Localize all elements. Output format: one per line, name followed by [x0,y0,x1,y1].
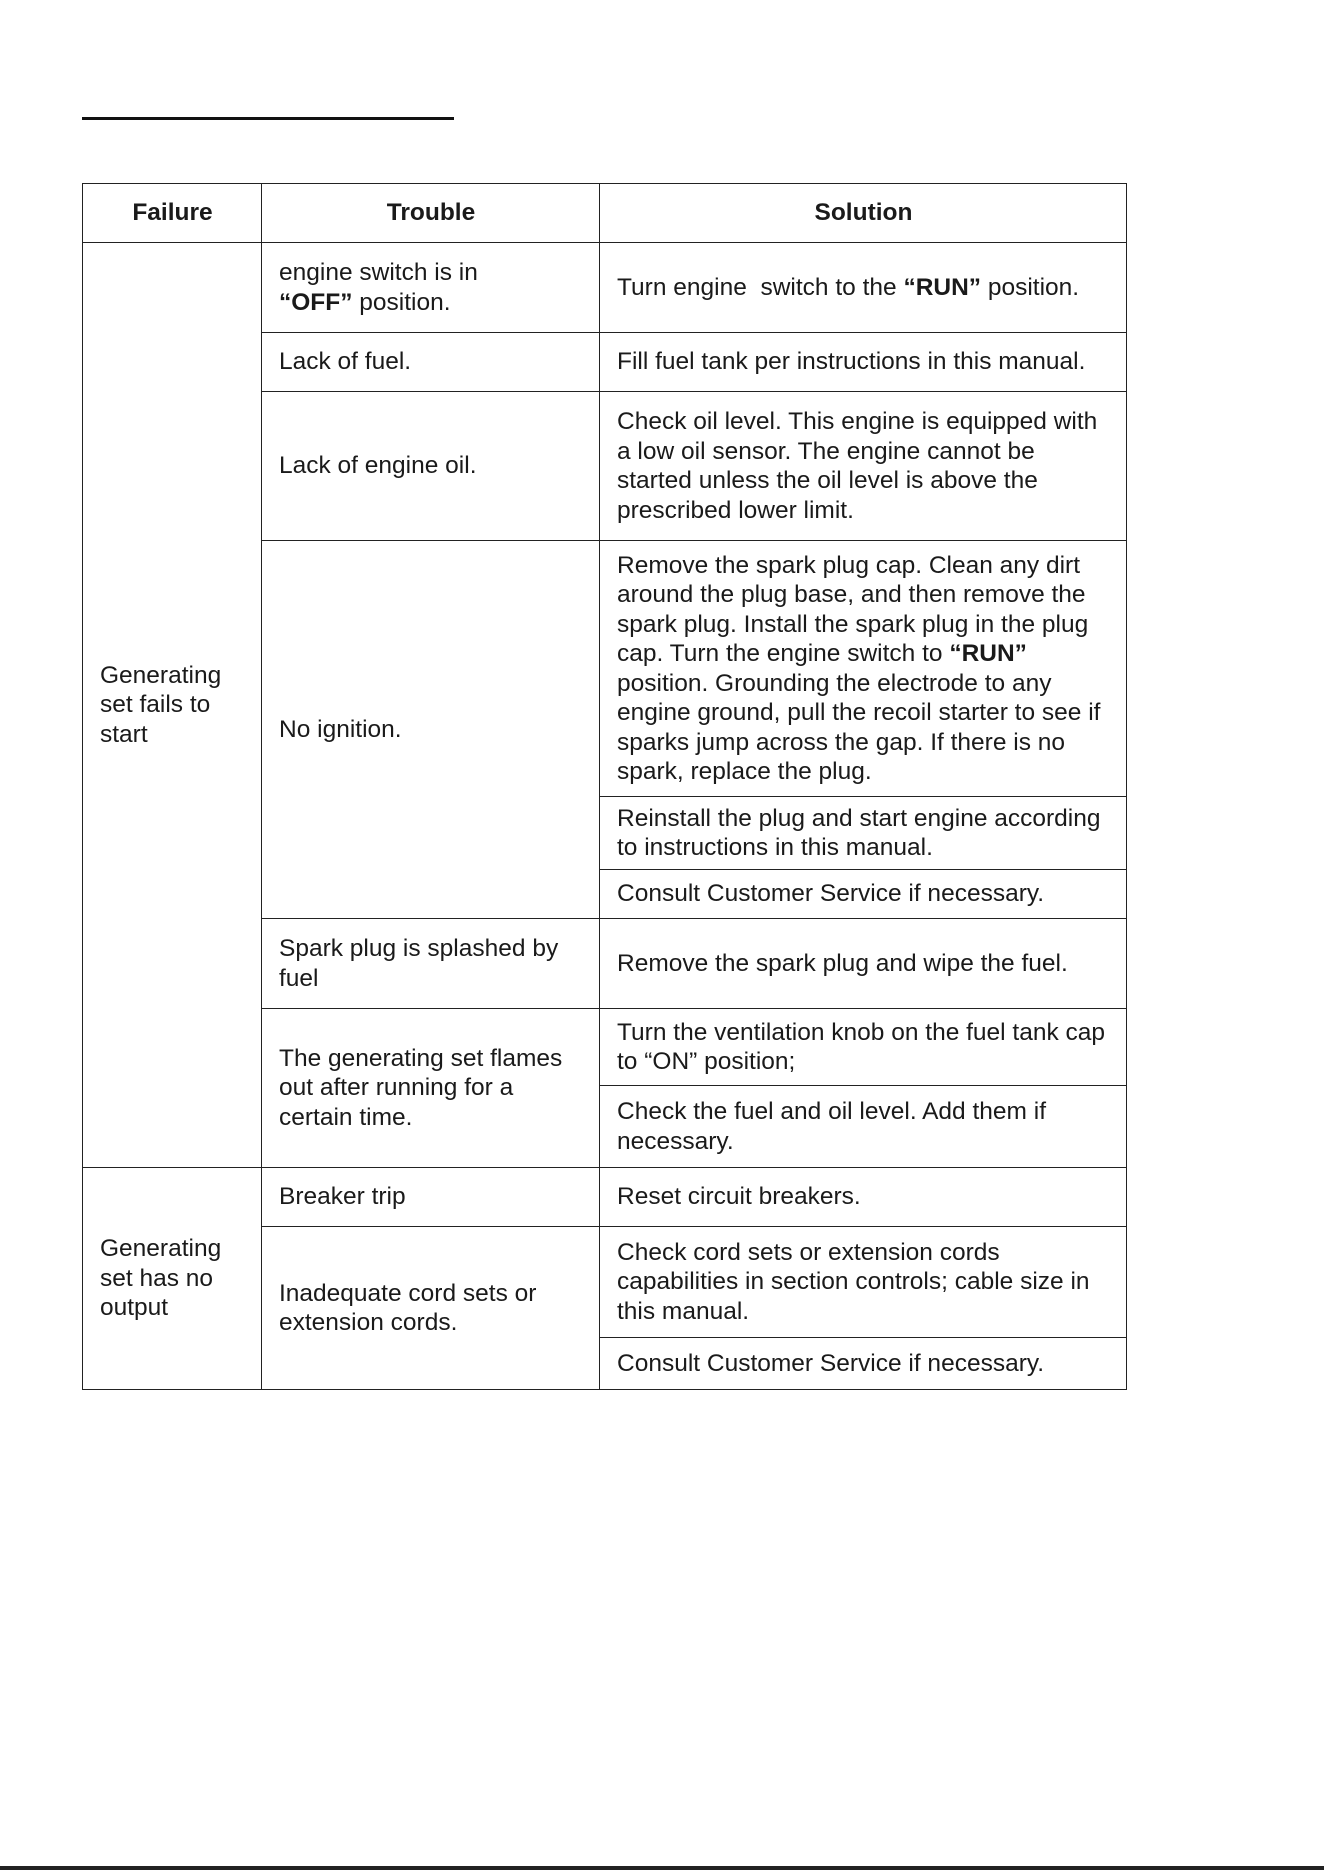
solution-cell-breaker-trip: Reset circuit breakers. [600,1168,1127,1227]
trouble-cell-inadequate-cords: Inadequate cord sets or extension cords. [262,1227,600,1390]
trouble-text-rest: position. [352,288,451,316]
solution-text-rest: position. [981,273,1080,301]
bottom-edge-line [0,1866,1324,1870]
solution-cell-lack-of-fuel: Fill fuel tank per instructions in this manual. [600,333,1127,392]
failure-cell-no-output: Generating set has no output [83,1168,262,1390]
run-keyword: “RUN” [903,273,982,301]
solution-cell-inadequate-cords-1: Check cord sets or extension cords capabilities in section controls; cable size in this manual. [600,1227,1127,1338]
solution-cell-no-ignition-2: Reinstall the plug and start engine according to instructions in this manual. [600,797,1127,870]
header-solution: Solution [600,184,1127,243]
trouble-cell-flames-out: The generating set flames out after running for a certain time. [262,1009,600,1168]
troubleshooting-table [82,183,1127,1390]
header-trouble: Trouble [262,184,600,243]
trouble-cell-spark-plug-splashed: Spark plug is splashed by fuel [262,919,600,1009]
table-row [83,243,1127,333]
solution-cell-flames-out-1: Turn the ventilation knob on the fuel tank cap to “ON” position; [600,1009,1127,1086]
solution-text: Remove the spark plug cap. Clean any dirt around the plug base, and then remove the spark plug. Install the spark plug in the plug cap. Turn the engine switch to [617,551,1089,667]
solution-cell-lack-of-oil: Check oil level. This engine is equipped with a low oil sensor. The engine cannot be started unless the oil level is above the prescribed lower limit. [600,392,1127,541]
trouble-cell-no-ignition: No ignition. [262,541,600,919]
top-divider-line [82,117,454,120]
trouble-cell-engine-switch [262,243,600,333]
solution-text-rest: position. Grounding the electrode to any engine ground, pull the recoil starter to see if sparks jump across the gap. If there is no spark, replace the plug. [617,669,1101,785]
header-failure: Failure [83,184,262,243]
off-keyword: “OFF” [279,288,353,316]
solution-cell-no-ignition-1 [600,541,1127,797]
failure-cell-fails-to-start: Generating set fails to start [83,243,262,1168]
table-header-row [83,184,1127,243]
solution-cell-inadequate-cords-2: Consult Customer Service if necessary. [600,1338,1127,1390]
solution-cell-no-ignition-3: Consult Customer Service if necessary. [600,870,1127,919]
table-row [83,1168,1127,1227]
trouble-cell-breaker-trip: Breaker trip [262,1168,600,1227]
solution-cell-spark-plug-splashed: Remove the spark plug and wipe the fuel. [600,919,1127,1009]
trouble-text: engine switch is in [279,259,478,286]
solution-cell-flames-out-2: Check the fuel and oil level. Add them if necessary. [600,1086,1127,1168]
trouble-cell-lack-of-fuel: Lack of fuel. [262,333,600,392]
trouble-cell-lack-of-oil: Lack of engine oil. [262,392,600,541]
solution-cell-engine-switch [600,243,1127,333]
run-keyword: “RUN” [949,640,1027,667]
solution-text: Turn engine switch to the [617,273,904,301]
